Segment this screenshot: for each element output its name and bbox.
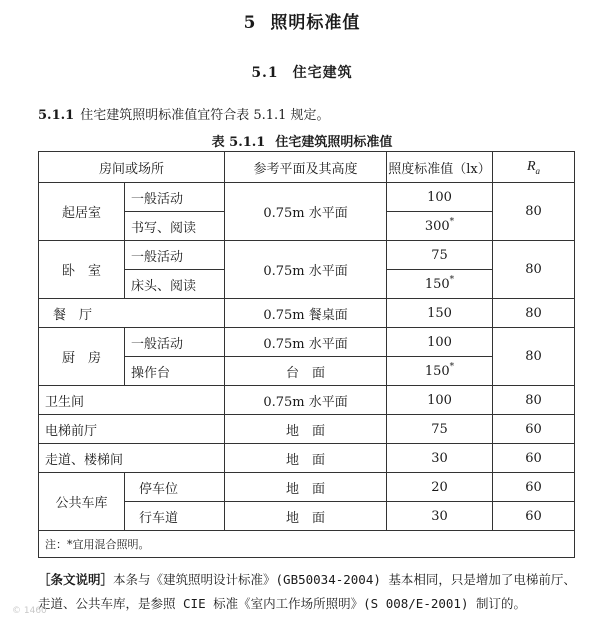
lux-kitchen-general: 100 [387, 328, 493, 357]
use-garage-parking: 停车位 [125, 473, 225, 502]
plane-bedroom: 0.75m 水平面 [225, 241, 387, 299]
room-dining: 餐 厅 [39, 299, 225, 328]
ra-corridor: 60 [493, 444, 575, 473]
lux-kitchen-counter: 150 [424, 363, 450, 379]
table-row [39, 241, 575, 270]
asterisk-mark: * [449, 216, 455, 227]
lux-elevator-lobby: 75 [387, 415, 493, 444]
section-title-text: 住宅建筑 [292, 65, 353, 81]
room-garage: 公共车库 [39, 473, 125, 531]
clause [38, 104, 330, 123]
room-corridor: 走道、楼梯间 [39, 444, 225, 473]
ra-garage-driveway: 60 [493, 502, 575, 531]
ra-elevator-lobby: 60 [493, 415, 575, 444]
header-ra [493, 152, 575, 183]
plane-bathroom: 0.75m 水平面 [225, 386, 387, 415]
plane-garage-parking: 地 面 [225, 473, 387, 502]
table-row [39, 473, 575, 502]
chapter-title [0, 8, 604, 33]
ra-dining: 80 [493, 299, 575, 328]
room-kitchen: 厨 房 [39, 328, 125, 386]
table-header-row [39, 152, 575, 183]
ra-living: 80 [493, 183, 575, 241]
table-caption [0, 131, 604, 150]
ra-garage-parking: 60 [493, 473, 575, 502]
table-row [39, 415, 575, 444]
use-bedroom-general: 一般活动 [125, 241, 225, 270]
room-elevator-lobby: 电梯前厅 [39, 415, 225, 444]
table-row [39, 328, 575, 357]
header-ra-sub: a [535, 165, 541, 176]
lighting-standard-table [38, 151, 575, 558]
section-title [0, 62, 604, 82]
watermark: © 1460 [12, 606, 47, 616]
table-note-row [39, 531, 575, 558]
lux-kitchen-counter-cell [387, 357, 493, 386]
table-row [39, 386, 575, 415]
lux-garage-parking: 20 [387, 473, 493, 502]
table-note: 注：*宜用混合照明。 [39, 531, 575, 558]
lux-bedroom-reading-cell [387, 270, 493, 299]
lux-bedroom-general: 75 [387, 241, 493, 270]
commentary-label: ［条文说明］ [38, 572, 114, 587]
ra-bathroom: 80 [493, 386, 575, 415]
chapter-number: 5 [243, 13, 257, 33]
lux-garage-driveway: 30 [387, 502, 493, 531]
room-bathroom: 卫生间 [39, 386, 225, 415]
ra-bedroom: 80 [493, 241, 575, 299]
commentary-line-1 [38, 568, 578, 592]
plane-kitchen-general: 0.75m 水平面 [225, 328, 387, 357]
clause-number: 5.1.1 [38, 108, 75, 123]
table-row [39, 444, 575, 473]
header-lux: 照度标准值（lx） [387, 152, 493, 183]
chapter-title-text: 照明标准值 [270, 13, 361, 33]
table-caption-title: 住宅建筑照明标准值 [275, 135, 393, 150]
plane-dining: 0.75m 餐桌面 [225, 299, 387, 328]
lux-living-general: 100 [387, 183, 493, 212]
use-kitchen-counter: 操作台 [125, 357, 225, 386]
commentary-line-2: 走道、公共车库，是参照 CIE 标准《室内工作场所照明》(S 008/E-2001) 制订的。 [38, 596, 527, 611]
header-plane: 参考平面及其高度 [225, 152, 387, 183]
table-caption-number: 表 5.1.1 [211, 135, 266, 150]
commentary [38, 568, 578, 616]
lux-living-reading: 300 [424, 218, 450, 234]
plane-garage-driveway: 地 面 [225, 502, 387, 531]
section-number: 5.1 [251, 65, 279, 81]
plane-corridor: 地 面 [225, 444, 387, 473]
room-bedroom: 卧 室 [39, 241, 125, 299]
use-garage-driveway: 行车道 [125, 502, 225, 531]
lux-dining: 150 [387, 299, 493, 328]
ra-kitchen: 80 [493, 328, 575, 386]
lux-corridor: 30 [387, 444, 493, 473]
lux-bedroom-reading: 150 [424, 276, 450, 292]
table-row [39, 299, 575, 328]
lux-bathroom: 100 [387, 386, 493, 415]
asterisk-mark: * [449, 274, 455, 285]
lux-living-reading-cell [387, 212, 493, 241]
use-kitchen-general: 一般活动 [125, 328, 225, 357]
clause-text: 住宅建筑照明标准值宜符合表 5.1.1 规定。 [80, 108, 330, 123]
use-living-reading: 书写、阅读 [125, 212, 225, 241]
plane-elevator-lobby: 地 面 [225, 415, 387, 444]
plane-living: 0.75m 水平面 [225, 183, 387, 241]
header-room: 房间或场所 [39, 152, 225, 183]
asterisk-mark: * [449, 361, 455, 372]
use-bedroom-reading: 床头、阅读 [125, 270, 225, 299]
header-ra-symbol: R [526, 158, 536, 174]
plane-kitchen-counter: 台 面 [225, 357, 387, 386]
use-living-general: 一般活动 [125, 183, 225, 212]
table-row [39, 183, 575, 212]
room-living: 起居室 [39, 183, 125, 241]
commentary-text-1: 本条与《建筑照明设计标准》(GB50034-2004) 基本相同，只是增加了电梯前厅、 [113, 572, 576, 587]
